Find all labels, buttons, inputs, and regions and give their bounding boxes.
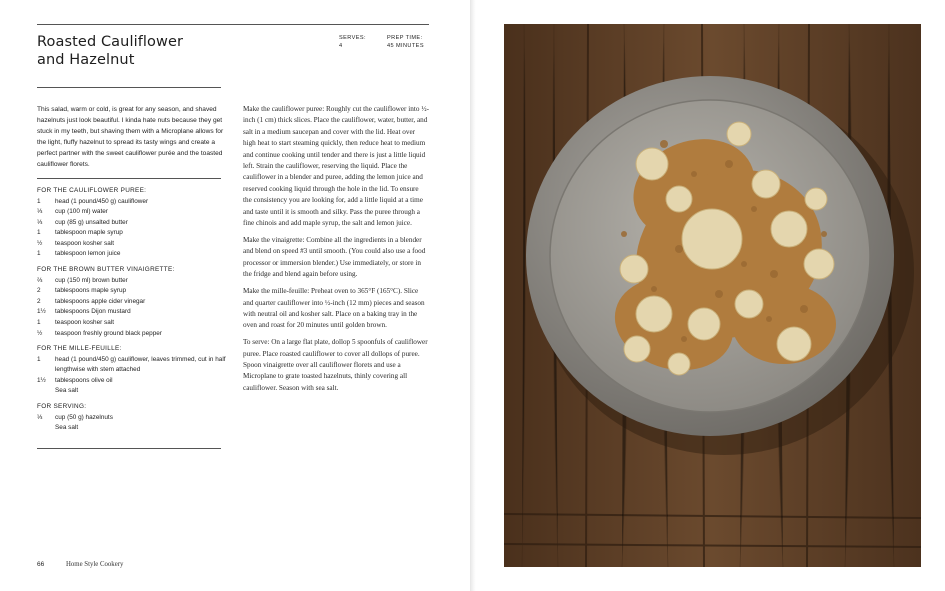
running-title: Home Style Cookery xyxy=(66,561,124,568)
recipe-title-line2: and Hazelnut xyxy=(37,52,135,68)
ingredient-text: teaspoon kosher salt xyxy=(55,239,114,247)
ingredient-row xyxy=(37,286,227,297)
ingredient-text: tablespoons olive oil xyxy=(55,376,113,384)
ingredient-row xyxy=(37,218,227,229)
page-number: 66 xyxy=(37,561,45,568)
ingredient-section-heading: FOR THE MILLE-FEUILLE: xyxy=(37,345,122,353)
ingredient-text: cup (150 ml) brown butter xyxy=(55,276,128,284)
ingredient-quantity xyxy=(37,386,55,397)
ingredient-quantity: 1 xyxy=(37,197,41,205)
prep-time-label: PREP TIME: xyxy=(387,35,423,41)
ingredient-text: teaspoon freshly ground black pepper xyxy=(55,329,162,337)
ingredient-text: Sea salt xyxy=(55,424,79,432)
ingredient-text: cup (50 g) hazelnuts xyxy=(55,413,113,421)
ingredient-section-heading: FOR SERVING: xyxy=(37,403,87,410)
serves-value: 4 xyxy=(339,42,343,49)
method-paragraph: Make the mille-feuille: Preheat oven to 365°F (165°C). Slice and quarter cauliflower into ½-inch (12 mm) pieces and season with neutral oil and kosher salt. Place on a baking tray in the oven and roast for 20 minutes until golden brown. xyxy=(243,287,425,330)
recipe-title xyxy=(37,33,317,69)
intro-rule xyxy=(37,178,221,179)
ingredient-quantity: ⅓ xyxy=(37,208,43,216)
ingredient-row xyxy=(37,413,227,424)
ingredient-text: teaspoon kosher salt xyxy=(55,318,114,326)
ingredient-row xyxy=(37,329,227,340)
recipe-intro: This salad, warm or cold, is great for any season, and shaved hazelnuts just look beautiful. I kinda hate nuts because they get stuck in my teeth, but shaving them with a Microplane allows for the light, fluffy hazelnut to spread its tasty wings and create a perfect partner with the sweet cauliflower purée and the toasted cauliflower florets. xyxy=(37,106,224,168)
ingredient-row xyxy=(37,355,227,376)
prep-time-block xyxy=(387,35,424,50)
ingredient-row xyxy=(37,423,227,434)
method-paragraph: Make the cauliflower puree: Roughly cut the cauliflower into ½-inch (1 cm) thick slices. Place the cauliflower, water, butter, and salt in a medium saucepan and cover with the lid. Heat over high heat to start steaming quickly, then reduce heat to medium and continue cooking until tender and there is just a little liquid left. Strain the cauliflower, reserving the liquid. Place the cauliflower in a blender and puree, adding the lemon juice and reserved cooking liquid through the hole in the lid. To ensure the consistency you are looking for, add a little liquid at a time and taste until it is smooth and silky. Pass the puree through a fine chinois and add maple syrup, the salt and lemon juice. xyxy=(243,105,430,228)
serves-block xyxy=(339,35,366,50)
recipe-title-line1: Roasted Cauliflower xyxy=(37,34,184,50)
ingredient-quantity: 1½ xyxy=(37,376,46,384)
ingredient-row xyxy=(37,307,227,318)
header-rule xyxy=(37,87,221,88)
ingredient-quantity: ⅔ xyxy=(37,276,43,284)
ingredient-text: head (1 pound/450 g) cauliflower xyxy=(55,197,149,205)
prep-time-value: 45 MINUTES xyxy=(387,42,424,49)
ingredient-quantity: 1½ xyxy=(37,308,46,316)
ingredient-quantity: 1 xyxy=(37,318,41,326)
ingredient-quantity: ⅓ xyxy=(37,218,43,226)
ingredient-row xyxy=(37,376,227,387)
ingredient-text: tablespoons apple cider vinegar xyxy=(55,297,146,305)
ingredient-row xyxy=(37,207,227,218)
ingredients-bottom-rule xyxy=(37,448,221,449)
ingredient-text: cup (100 ml) water xyxy=(55,208,108,216)
ingredient-row xyxy=(37,249,227,260)
ingredient-text: tablespoon lemon juice xyxy=(55,250,121,258)
ingredient-row xyxy=(37,197,227,208)
ingredient-quantity: 1 xyxy=(37,250,41,258)
ingredient-row xyxy=(37,228,227,239)
ingredient-text: tablespoons maple syrup xyxy=(55,287,127,295)
ingredient-quantity: 2 xyxy=(37,287,41,295)
ingredient-row xyxy=(37,239,227,250)
ingredient-row xyxy=(37,386,227,397)
method-paragraph: Make the vinaigrette: Combine all the ingredients in a blender and blend on speed #3 until smooth. (You could also use a food processor or immersion blender.) Use immediately, or store in the fridge and blend again before using. xyxy=(243,235,426,279)
ingredient-text: tablespoon maple syrup xyxy=(55,229,123,237)
ingredient-quantity: ⅓ xyxy=(37,413,43,421)
page-gutter xyxy=(470,0,476,591)
ingredient-quantity: 1 xyxy=(37,229,41,237)
ingredient-quantity: 2 xyxy=(37,297,41,305)
ingredient-quantity: 1 xyxy=(37,355,41,363)
ingredient-text: head (1 pound/450 g) cauliflower, leaves trimmed, cut in half lengthwise with stem attached xyxy=(55,355,226,374)
ingredient-text: tablespoons Dijon mustard xyxy=(55,308,131,316)
ingredient-text: Sea salt xyxy=(55,387,79,395)
serves-label: SERVES: xyxy=(339,35,366,41)
ingredient-list xyxy=(37,186,227,434)
ingredient-quantity: ½ xyxy=(37,239,43,247)
ingredient-row xyxy=(37,297,227,308)
ingredient-quantity: ½ xyxy=(37,329,43,337)
ingredient-section-heading: FOR THE BROWN BUTTER VINAIGRETTE: xyxy=(37,266,175,274)
dish-photo-illustration xyxy=(504,24,921,567)
top-rule xyxy=(37,24,429,25)
method-paragraph: To serve: On a large flat plate, dollop 5 spoonfuls of cauliflower puree. Place roasted cauliflower to cover all dollops of puree. Spoon vinaigrette over all cauliflower florets and use a Microplane to grate toasted hazelnuts, thinly covering all cauliflower. Season with sea salt. xyxy=(243,338,428,392)
method-text xyxy=(243,104,429,400)
ingredient-text: cup (85 g) unsalted butter xyxy=(55,218,128,226)
ingredient-section-heading: FOR THE CAULIFLOWER PUREE: xyxy=(37,187,147,194)
dish-photo xyxy=(504,24,921,567)
ingredient-quantity xyxy=(37,423,55,434)
ingredient-row xyxy=(37,276,227,287)
ingredient-row xyxy=(37,318,227,329)
